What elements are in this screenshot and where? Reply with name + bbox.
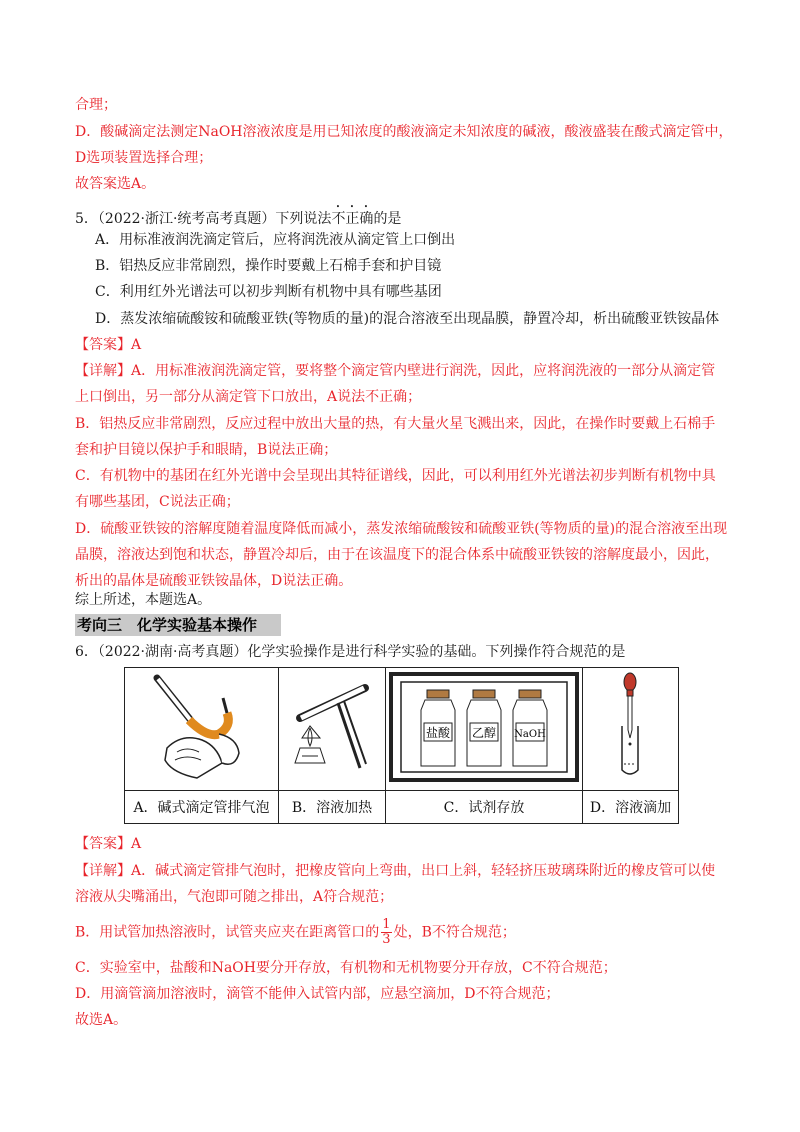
figure-a-cell: [125, 668, 279, 791]
detail-line: D．硫酸亚铁铵的溶解度随着温度降低而减小，蒸发浓缩硫酸铵和硫酸亚铁(等物质的量)的混合溶液至出现: [75, 521, 728, 537]
stem-suffix: 的是: [373, 211, 402, 227]
text-line: D．酸碱滴定法测定NaOH溶液浓度是用已知浓度的酸液滴定未知浓度的碱液，酸液盛装在酸式滴定管中，: [75, 124, 733, 140]
answer-label: 【答案】A: [75, 337, 142, 353]
option-b: B．铝热反应非常剧烈，操作时要戴上石棉手套和护目镜: [95, 258, 442, 274]
detail-line: D．用滴管滴加溶液时，滴管不能伸入试管内部，应悬空滴加，D不符合规范；: [75, 986, 560, 1002]
section-heading: 考向三 化学实验基本操作: [75, 614, 281, 636]
option-a: A．用标准液润洗滴定管后，应将润洗液从滴定管上口倒出: [95, 232, 456, 248]
detail-line-b: [75, 918, 516, 947]
fraction-denominator: 3: [382, 932, 391, 947]
detail-b-suffix: 处，B不符合规范；: [393, 924, 516, 941]
caption-a: A．碱式滴定管排气泡: [125, 791, 279, 824]
caption-c: C．试剂存放: [386, 791, 583, 824]
detail-line: 套和护目镜以保护手和眼睛，B说法正确；: [75, 442, 338, 458]
detail-line: 【详解】A．用标准液润洗滴定管，要将整个滴定管内壁进行润洗，因此，应将润洗液的一部分从滴定管: [75, 363, 716, 379]
detail-line: 【详解】A．碱式滴定管排气泡时，把橡皮管向上弯曲，出口上斜，轻轻挤压玻璃珠附近的橡皮管可以使: [75, 863, 716, 879]
summary-line: 综上所述，本题选A。: [75, 592, 212, 608]
tube-heating-illustration: [280, 668, 384, 786]
detail-line: B．铝热反应非常剧烈，反应过程中放出大量的热，有大量火星飞溅出来，因此，在操作时要戴上石棉手: [75, 416, 716, 432]
answer-label: 【答案】A: [75, 836, 142, 852]
burette-bubble-illustration: [127, 668, 277, 786]
text-line: D选项装置选择合理；: [75, 150, 213, 166]
fraction: [381, 918, 391, 947]
detail-line: C．实验室中，盐酸和NaOH要分开存放，有机物和无机物要分开存放，C不符合规范；: [75, 960, 617, 976]
caption-b: B．溶液加热: [279, 791, 386, 824]
detail-line: 上口倒出，另一部分从滴定管下口放出，A说法不正确；: [75, 389, 422, 405]
conclusion-line: 故选A。: [75, 1012, 128, 1028]
detail-line: C．有机物中的基团在红外光谱中会呈现出其特征谱线，因此，可以利用红外光谱法初步判断有机物中具: [75, 468, 716, 484]
bottle-label: NaOH: [514, 729, 546, 740]
bottle-label: 乙醇: [471, 726, 497, 740]
detail-line: 析出的晶体是硫酸亚铁铵晶体，D说法正确。: [75, 573, 353, 589]
figure-c-cell: [386, 668, 583, 791]
bottle-label: 盐酸: [425, 726, 451, 740]
option-c: C．利用红外光谱法可以初步判断有机物中具有哪些基团: [95, 284, 442, 300]
caption-d: D．溶液滴加: [583, 791, 679, 824]
stem-prefix: 5．（2022·浙江·统考高考真题）下列说法: [75, 211, 332, 227]
figure-b-cell: [279, 668, 386, 791]
text-line: 故答案选A。: [75, 176, 156, 192]
question-5-stem: [75, 203, 401, 229]
detail-line: 有哪些基团，C说法正确；: [75, 494, 240, 510]
question-6-stem: 6．（2022·湖南·高考真题）化学实验操作是进行科学实验的基础。下列操作符合规范的是: [75, 644, 626, 660]
option-d: D．蒸发浓缩硫酸铵和硫酸亚铁(等物质的量)的混合溶液至出现晶膜，静置冷却，析出硫酸亚铁铵晶体: [95, 311, 720, 327]
detail-line: 晶膜，溶液达到饱和状态，静置冷却后，由于在该温度下的混合体系中硫酸亚铁铵的溶解度最小，因此，: [75, 547, 719, 563]
fraction-numerator: 1: [382, 917, 391, 932]
dropper-illustration: [584, 668, 677, 786]
figure-d-cell: [583, 668, 679, 791]
detail-line: 溶液从尖嘴涌出，气泡即可随之排出，A符合规范；: [75, 889, 394, 905]
stem-emphasis: 不正确: [331, 211, 374, 227]
detail-b-prefix: B．用试管加热溶液时，试管夹应夹在距离管口的: [75, 924, 380, 941]
reagent-cabinet-illustration: [387, 668, 581, 786]
text-line: 合理；: [75, 97, 117, 113]
experiment-figure-table: [124, 667, 679, 824]
